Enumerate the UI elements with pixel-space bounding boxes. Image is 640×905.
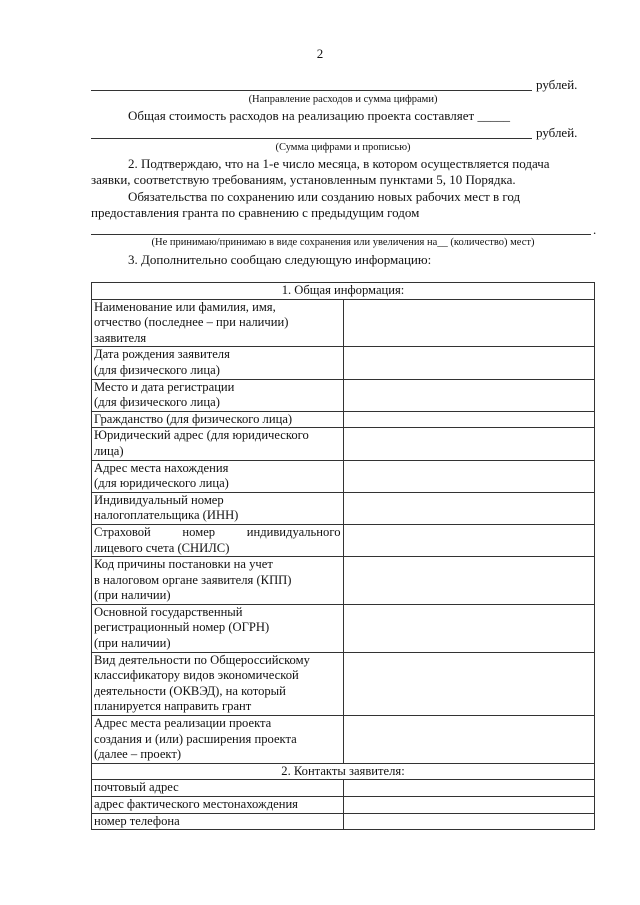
- field-label-line: Вид деятельности по Общероссийскому: [94, 652, 310, 667]
- section-general-info-header: 1. Общая информация:: [92, 283, 595, 300]
- table-row: [92, 411, 595, 428]
- field-value-cell[interactable]: [343, 299, 595, 347]
- table-row: [92, 813, 595, 830]
- field-label: [92, 299, 344, 347]
- field-label-line: (для физического лица): [94, 362, 220, 377]
- section-contacts-header: 2. Контакты заявителя:: [92, 763, 595, 780]
- table-row: [92, 557, 595, 605]
- field-label-line: (для физического лица): [94, 395, 220, 410]
- field-label: [92, 411, 344, 428]
- para2-line1: 2. Подтверждаю, что на 1-е число месяца, в котором осуществляется подача: [128, 156, 550, 171]
- table-row: [92, 652, 595, 715]
- field-label: [92, 492, 344, 524]
- field-label-line: Гражданство (для физического лица): [94, 411, 293, 426]
- table-row: [92, 460, 595, 492]
- field-label-line: в налоговом органе заявителя (КПП): [94, 572, 292, 587]
- field-label: [92, 379, 344, 411]
- field-value-cell[interactable]: [343, 716, 595, 764]
- field-value-cell[interactable]: [343, 780, 595, 797]
- field-label: [92, 524, 344, 556]
- field-label: [92, 797, 344, 814]
- field-value-cell[interactable]: [343, 604, 595, 652]
- expenses-rubles-suffix: рублей.: [536, 77, 578, 92]
- field-label-line: Основной государственный: [94, 604, 243, 619]
- field-label-line: (при наличии): [94, 636, 171, 651]
- field-label-line: регистрационный номер (ОГРН): [94, 620, 270, 635]
- para2-line2: заявки, соответствую требованиям, установленным пунктами 5, 10 Порядка.: [91, 172, 516, 187]
- field-value-cell[interactable]: [343, 492, 595, 524]
- field-label-line: почтовый адрес: [94, 780, 179, 795]
- table-row: [92, 299, 595, 347]
- field-label-line: лица): [94, 443, 124, 458]
- field-label-line: Индивидуальный номер: [94, 492, 224, 507]
- jobs-blank-line: [91, 234, 591, 235]
- field-label-line: классификатору видов экономической: [94, 668, 299, 683]
- section-row: [92, 763, 595, 780]
- field-label-line: адрес фактического местонахождения: [94, 797, 298, 811]
- table-row: [92, 379, 595, 411]
- field-label-line: деятельности (ОКВЭД), на который: [94, 683, 286, 698]
- field-label-line: Код причины постановки на учет: [94, 557, 273, 572]
- field-label: [92, 780, 344, 797]
- field-value-cell[interactable]: [343, 379, 595, 411]
- field-label: [92, 652, 344, 715]
- para-jobs-line1: Обязательства по сохранению или созданию новых рабочих мест в год: [128, 189, 521, 204]
- field-value-cell[interactable]: [343, 557, 595, 605]
- field-label-line: Наименование или фамилия, имя,: [94, 299, 276, 314]
- field-label-line: лицевого счета (СНИЛС): [94, 540, 230, 555]
- table-row: [92, 347, 595, 379]
- field-label: [92, 716, 344, 764]
- total-cost-rubles-suffix: рублей.: [536, 125, 578, 140]
- table-row: [92, 428, 595, 460]
- table-row: [92, 604, 595, 652]
- field-value-cell[interactable]: [343, 428, 595, 460]
- field-value-cell[interactable]: [343, 411, 595, 428]
- table-row: [92, 492, 595, 524]
- field-label-line: Адрес места реализации проекта: [94, 716, 272, 731]
- field-label: [92, 813, 344, 830]
- field-label-line: (при наличии): [94, 588, 171, 603]
- field-label: [92, 604, 344, 652]
- para3-text: 3. Дополнительно сообщаю следующую информацию:: [128, 252, 432, 267]
- field-label: [92, 460, 344, 492]
- field-value-cell[interactable]: [343, 460, 595, 492]
- total-cost-text: Общая стоимость расходов на реализацию проекта составляет _____: [128, 108, 510, 123]
- table-row: [92, 780, 595, 797]
- field-label-line: Место и дата регистрации: [94, 379, 235, 394]
- applicant-info-table: [91, 282, 595, 830]
- field-label-line: Адрес места нахождения: [94, 460, 229, 475]
- field-label-line: отчество (последнее – при наличии): [94, 315, 289, 330]
- field-value-cell[interactable]: [343, 652, 595, 715]
- table-row: [92, 797, 595, 814]
- field-label-line: (для юридического лица): [94, 476, 229, 491]
- jobs-period: .: [593, 222, 597, 237]
- table-row: [92, 716, 595, 764]
- total-cost-caption: (Сумма цифрами и прописью): [275, 142, 411, 153]
- field-label-line: Страховой номер индивидуального: [94, 524, 341, 539]
- jobs-caption: (Не принимаю/принимаю в виде сохранения или увеличения на__ (количество) мест): [151, 237, 535, 248]
- field-label-line: заявителя: [94, 330, 147, 345]
- field-label-line: создания и (или) расширения проекта: [94, 731, 297, 746]
- para-jobs-line2: предоставления гранта по сравнению с предыдущим годом: [91, 205, 420, 220]
- expenses-caption: (Направление расходов и сумма цифрами): [248, 94, 438, 105]
- field-value-cell[interactable]: [343, 347, 595, 379]
- field-label-line: планируется направить грант: [94, 699, 252, 714]
- field-label-line: номер телефона: [94, 813, 180, 828]
- field-label-line: налогоплательщика (ИНН): [94, 508, 239, 523]
- field-label: [92, 557, 344, 605]
- expenses-blank-line: [91, 90, 532, 91]
- field-label-line: (далее – проект): [94, 747, 182, 762]
- field-label-line: Дата рождения заявителя: [94, 347, 230, 362]
- field-label: [92, 428, 344, 460]
- field-value-cell[interactable]: [343, 524, 595, 556]
- table-row: [92, 524, 595, 556]
- field-label-line: Юридический адрес (для юридического: [94, 428, 309, 443]
- field-value-cell[interactable]: [343, 797, 595, 814]
- field-value-cell[interactable]: [343, 813, 595, 830]
- page-number: 2: [316, 46, 324, 61]
- field-label: [92, 347, 344, 379]
- section-row: [92, 283, 595, 300]
- total-cost-blank-line: [91, 138, 532, 139]
